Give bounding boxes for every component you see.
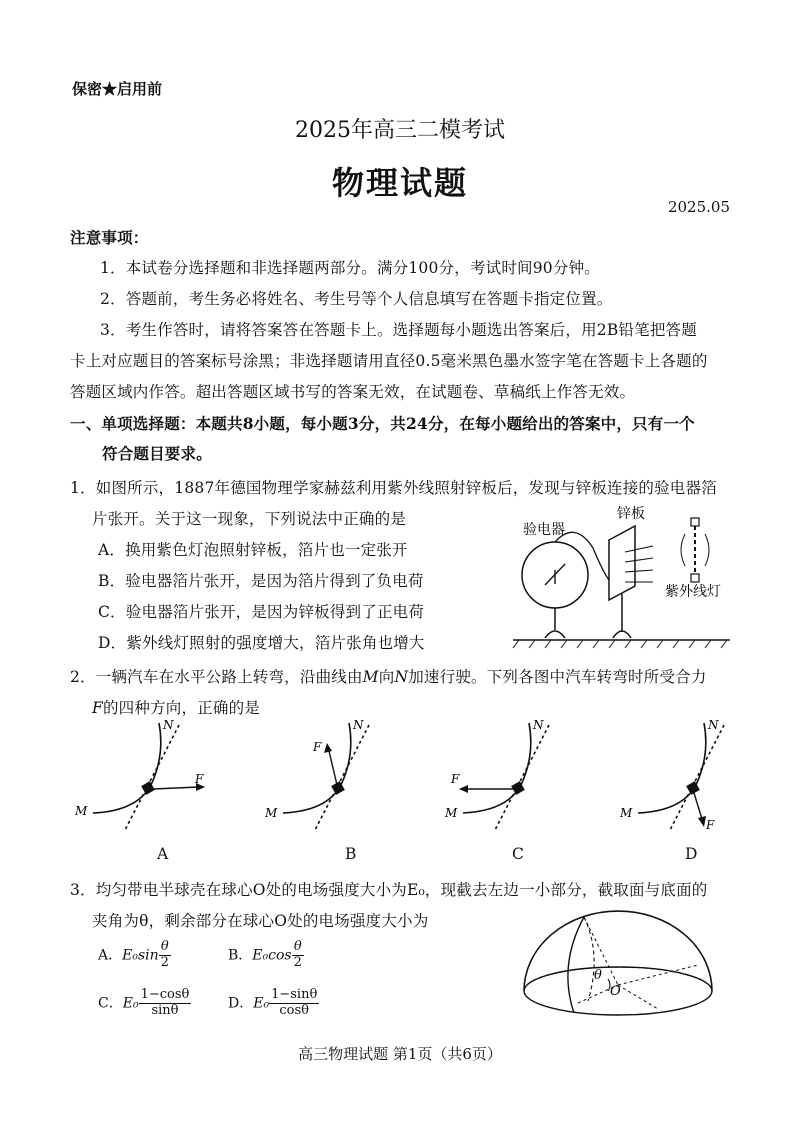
q3-option-d <box>228 988 319 1019</box>
q1-option-b: B．验电器箔片张开，是因为箔片得到了负电荷 <box>98 572 424 590</box>
force-arrow-head <box>698 816 706 827</box>
q2-stem-part: 加速行驶。下列各图中汽车转弯时所受合力 <box>408 668 707 686</box>
q1-stem-1: 1．如图所示，1887年德国物理学家赫兹利用紫外线照射锌板后，发现与锌板连接的验电器箔 <box>70 479 717 497</box>
fraction-numerator: θ <box>159 940 171 956</box>
label-uv-lamp: 紫外线灯 <box>665 584 721 600</box>
force-label: F <box>313 740 322 754</box>
q1-option-a: A．换用紫色灯泡照射锌板，箔片也一定张开 <box>98 541 408 559</box>
force-arrow-head <box>324 743 332 753</box>
fraction-denominator: 2 <box>293 954 302 970</box>
q2-force-f: F <box>92 699 103 717</box>
car-block <box>511 781 525 795</box>
exam-date: 2025.05 <box>667 198 730 216</box>
fraction-numerator: θ <box>292 940 304 956</box>
notes-heading: 注意事项： <box>70 228 149 247</box>
option-coef: E₀ <box>253 995 270 1012</box>
q2-figure-a <box>75 715 235 830</box>
point-n-label: N <box>353 718 364 732</box>
confidential-mark: 保密★启用前 <box>72 80 163 98</box>
q3-option-a <box>98 940 171 971</box>
q2-choice-c: C <box>512 845 525 863</box>
section-1-heading: 一、单项选择题：本题共8小题，每小题3分，共24分，在每小题给出的答案中，只有一个 <box>70 414 695 433</box>
q3-option-c <box>98 988 191 1019</box>
force-label: F <box>706 818 715 832</box>
q2-choice-b: B <box>345 845 357 863</box>
cut-plane-back <box>584 917 594 1001</box>
force-arrow <box>329 751 337 785</box>
center-o-label: O <box>610 984 621 999</box>
q2-stem-1 <box>70 665 707 687</box>
q2-choice-a: A <box>157 845 169 863</box>
option-label: B． <box>228 947 253 964</box>
note-1: 1．本试卷分选择题和非选择题两部分。满分100分，考试时间90分钟。 <box>100 259 600 277</box>
option-label: D． <box>228 995 254 1012</box>
point-m-label: M <box>620 806 633 820</box>
force-label: F <box>195 772 204 786</box>
force-arrow <box>153 787 199 789</box>
point-n-label: N <box>533 718 544 732</box>
path-curve <box>93 723 161 813</box>
ground-hatch <box>513 640 727 648</box>
fraction-numerator: 1−cosθ <box>140 987 190 1002</box>
uv-glow-left <box>681 534 685 566</box>
fraction-denominator: 2 <box>160 954 169 970</box>
q2-stem-part: 2．一辆汽车在水平公路上转弯，沿曲线由 <box>70 668 363 686</box>
force-arrow <box>694 793 702 819</box>
q3-figure-hemisphere <box>518 905 718 1027</box>
fraction-denominator: cosθ <box>279 1002 309 1018</box>
q3-stem-1: 3．均匀带电半球壳在球心O处的电场强度大小为E₀，现截去左边一小部分，截取面与底面的 <box>70 881 708 899</box>
point-n-label: N <box>163 718 174 732</box>
q2-point-n: N <box>394 668 409 686</box>
electron-arrows <box>625 546 653 582</box>
q2-figure-d <box>620 715 780 840</box>
force-label: F <box>451 772 460 786</box>
page-footer: 高三物理试题 第1页（共6页） <box>298 1045 502 1063</box>
q2-stem-part: 的四种方向，正确的是 <box>102 699 260 717</box>
uv-lamp-cap-top <box>691 518 699 526</box>
tangent-line <box>125 725 179 830</box>
point-m-label: M <box>265 806 278 820</box>
car-block <box>141 781 155 795</box>
option-fraction <box>292 940 304 971</box>
zinc-plate-base <box>613 631 631 638</box>
option-fraction <box>139 988 192 1019</box>
zinc-plate <box>609 526 635 600</box>
fraction-denominator: sinθ <box>151 1002 179 1018</box>
label-electroscope: 验电器 <box>523 522 565 538</box>
cut-plane-front <box>568 917 584 1013</box>
label-zinc-plate: 锌板 <box>617 506 645 522</box>
tangent-line <box>495 725 549 830</box>
electroscope-base <box>545 631 565 638</box>
car-block <box>686 781 700 795</box>
force-arrow-head <box>459 785 468 793</box>
tangent-line <box>670 725 724 830</box>
guide-line-4 <box>618 985 658 1009</box>
option-label: C． <box>98 995 123 1012</box>
option-coef: E₀sin <box>122 947 159 964</box>
note-3-cont-1: 卡上对应题目的答案标号涂黑；非选择题请用直径0.5毫米黑色墨水签字笔在答题卡上各题的 <box>70 352 708 370</box>
q3-option-b <box>228 940 304 971</box>
note-3-cont-2: 答题区域内作答。超出答题区域书写的答案无效，在试题卷、草稿纸上作答无效。 <box>70 383 636 401</box>
option-fraction <box>269 988 319 1019</box>
q2-stem-part: 向 <box>378 668 395 686</box>
theta-label: θ <box>594 968 602 983</box>
point-m-label: M <box>75 804 88 818</box>
q1-stem-2: 片张开。关于这一现象，下列说法中正确的是 <box>92 510 407 528</box>
option-fraction <box>159 940 171 971</box>
note-2: 2．答题前，考生务必将姓名、考生号等个人信息填写在答题卡指定位置。 <box>100 290 613 308</box>
option-coef: E₀cos <box>252 947 292 964</box>
option-label: A． <box>98 947 123 964</box>
q1-figure-electroscope <box>505 500 735 652</box>
tangent-line <box>315 725 369 830</box>
q2-figure-c <box>445 715 605 830</box>
fraction-numerator: 1−sinθ <box>271 987 318 1002</box>
option-coef: E₀ <box>122 995 139 1012</box>
exam-title: 2025年高三二模考试 <box>295 118 505 143</box>
car-block <box>331 781 345 795</box>
q2-figure-b <box>265 715 425 830</box>
uv-glow-right <box>705 534 709 566</box>
uv-lamp-cap-bottom <box>691 574 699 582</box>
note-3: 3．考生作答时，请将答案答在答题卡上。选择题每小题选出答案后，用2B铅笔把答题 <box>100 321 697 339</box>
hemisphere-outline <box>524 911 712 991</box>
point-m-label: M <box>445 806 458 820</box>
q3-stem-2: 夹角为θ，剩余部分在球心O处的电场强度大小为 <box>92 912 429 930</box>
point-n-label: N <box>708 718 719 732</box>
q2-choice-d: D <box>685 845 698 863</box>
q1-option-d: D．紫外线灯照射的强度增大，箔片张角也增大 <box>98 634 425 652</box>
q1-option-c: C．验电器箔片张开，是因为锌板得到了正电荷 <box>98 603 425 621</box>
subject-title: 物理试题 <box>331 164 468 202</box>
path-curve <box>463 723 531 813</box>
path-curve <box>283 723 351 813</box>
section-1-heading-cont: 符合题目要求。 <box>102 444 212 463</box>
q2-point-m: M <box>362 668 379 686</box>
